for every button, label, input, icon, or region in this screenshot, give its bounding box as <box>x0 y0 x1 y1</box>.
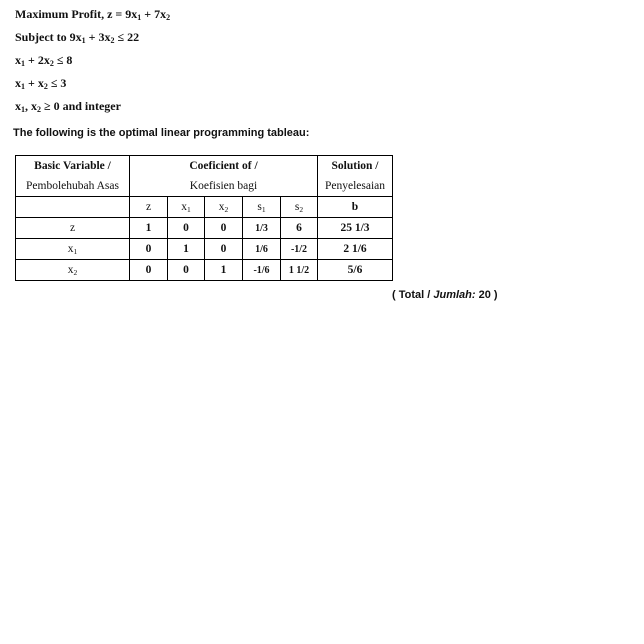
solution-cell: 25 1/3 <box>318 218 393 239</box>
objective-function: Maximum Profit, $z = 9x_1 + 7x_2$ <box>15 7 171 22</box>
basic-variable-header-en: Basic Variable / <box>16 156 130 177</box>
coefficient-header-my: Koefisien bagi <box>130 176 318 197</box>
table-row <box>16 239 393 260</box>
solution-cell: 2 1/6 <box>318 239 393 260</box>
coef-cell: 6 <box>281 218 318 239</box>
tableau-intro-text: The following is the optimal linear programming tableau: <box>13 127 310 139</box>
coef-cell: 1 <box>205 260 243 281</box>
constraint-2: $x_1 + 2x_2 \le 8$ <box>15 53 73 68</box>
optimal-tableau <box>15 155 393 281</box>
basic-variable-cell: $x_1$ <box>16 239 130 260</box>
var-header-b: b <box>318 197 393 218</box>
constraint-3: $x_1 + x_2 \le 3$ <box>15 76 67 91</box>
coef-cell: 0 <box>130 239 168 260</box>
problem-statement <box>15 6 170 121</box>
coef-cell: 0 <box>205 239 243 260</box>
solution-header-en: Solution / <box>318 156 393 177</box>
table-row <box>16 218 393 239</box>
header-row-my <box>16 176 393 197</box>
basic-variable-cell: z <box>16 218 130 239</box>
solution-cell: 5/6 <box>318 260 393 281</box>
var-header-x2: $x_2$ <box>205 197 243 218</box>
coef-cell: 1 <box>168 239 205 260</box>
variable-header-row <box>16 197 393 218</box>
coef-cell: -1/6 <box>243 260 281 281</box>
table-row <box>16 260 393 281</box>
coef-cell: 1 <box>130 218 168 239</box>
basic-variable-cell: $x_2$ <box>16 260 130 281</box>
coef-cell: 1 1/2 <box>281 260 318 281</box>
solution-header-my: Penyelesaian <box>318 176 393 197</box>
coef-cell: 0 <box>168 260 205 281</box>
empty-cell <box>16 197 130 218</box>
coef-cell: 0 <box>168 218 205 239</box>
total-marks: ( Total / Jumlah: 20 ) <box>392 289 498 301</box>
coef-cell: 0 <box>130 260 168 281</box>
coef-cell: 1/3 <box>243 218 281 239</box>
coefficient-header-en: Coeficient of / <box>130 156 318 177</box>
var-header-s2: $s_2$ <box>281 197 318 218</box>
var-header-z: z <box>130 197 168 218</box>
var-header-x1: $x_1$ <box>168 197 205 218</box>
constraint-1: Subject to $9x_1 + 3x_2 \le 22$ <box>15 30 140 45</box>
var-header-s1: $s_1$ <box>243 197 281 218</box>
non-negativity-constraint: $x_1$, $x_2 \ge 0$ and integer <box>15 99 121 114</box>
header-row-en <box>16 156 393 177</box>
basic-variable-header-my: Pembolehubah Asas <box>16 176 130 197</box>
coef-cell: -1/2 <box>281 239 318 260</box>
coef-cell: 0 <box>205 218 243 239</box>
coef-cell: 1/6 <box>243 239 281 260</box>
